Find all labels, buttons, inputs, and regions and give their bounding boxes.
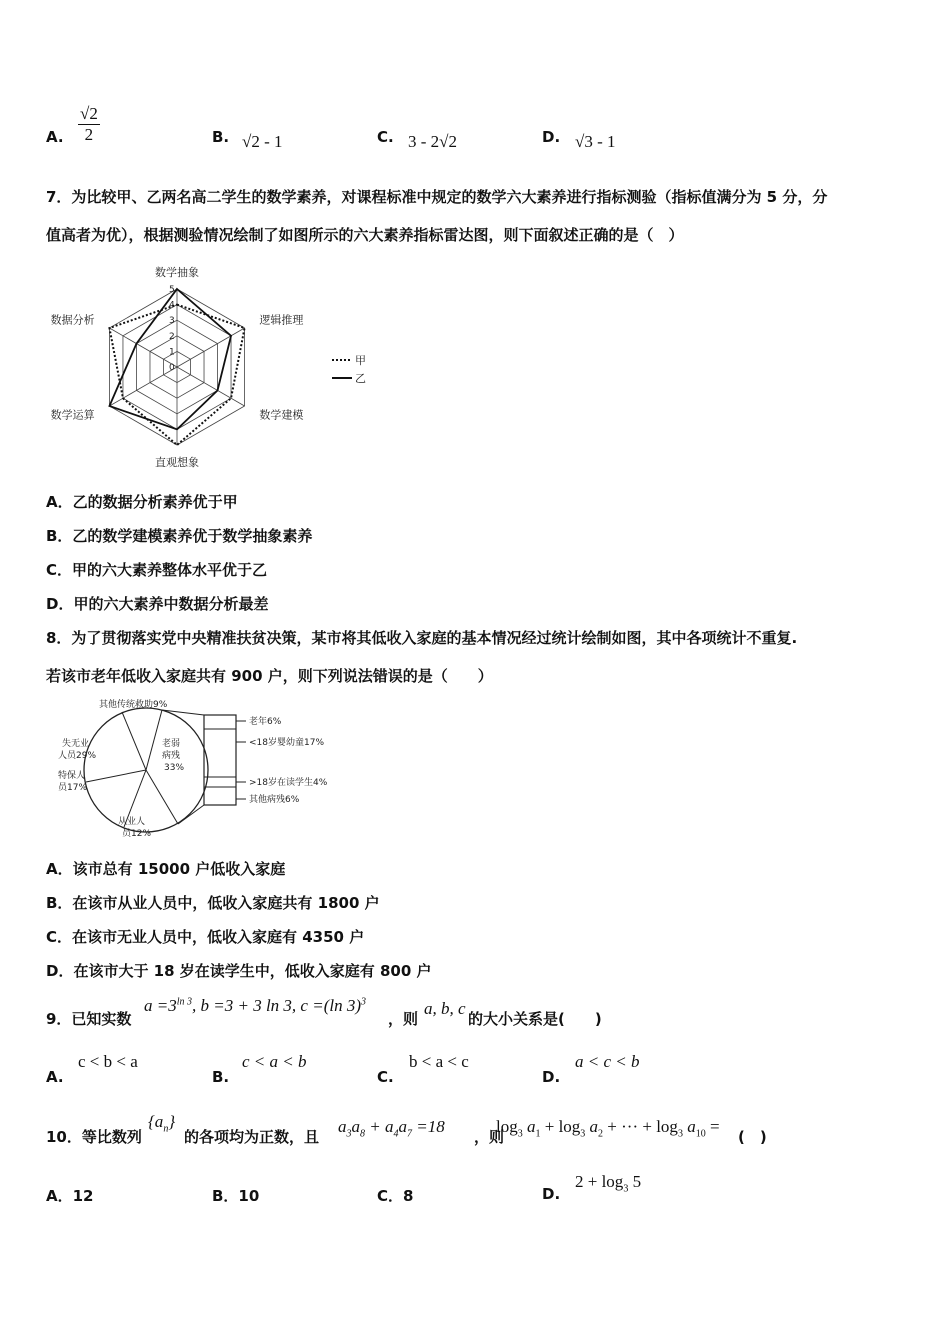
- radar-spoke: [177, 367, 245, 406]
- q9-given-values: $a =3^{ln 3}$, b =3 + 3 ln 3, c =(ln 3)$^3$: [144, 996, 366, 1015]
- breakdown-label-student: >18岁在读学生4%: [249, 778, 328, 788]
- q7-stem-line2: 值高者为优），根据测验情况绘制了如图所示的六大素养指标雷达图，则下面叙述正确的是（ ）: [46, 226, 684, 244]
- q10-condition: $a_3a_8 + a_4a_7 =18$: [338, 1117, 445, 1140]
- pie-divider: [146, 770, 178, 824]
- radar-tick-label: 0: [169, 363, 175, 373]
- radar-axis-label: 数据分析: [50, 313, 95, 327]
- pie-divider: [146, 710, 162, 770]
- breakdown-label-other: 其他病残6%: [249, 795, 300, 805]
- q6-option-d-value: √3 - 1: [575, 132, 616, 151]
- q8-option-b: B．在该市从业人员中，低收入家庭共有 1800 户: [46, 894, 380, 912]
- q8-stem-line2: 若该市老年低收入家庭共有 900 户，则下列说法错误的是（ ）: [46, 667, 493, 685]
- q9-option-a-value: c < b < a: [78, 1052, 138, 1071]
- q7-option-c: C．甲的六大素养整体水平优于乙: [46, 561, 268, 579]
- radar-tick-label: 5: [169, 285, 175, 295]
- q8-pie-chart: [44, 694, 344, 844]
- q6-option-b-value: √2 - 1: [242, 132, 283, 151]
- radar-axis-label: 逻辑推理: [259, 313, 304, 327]
- q8-stem-line1: 8．为了贯彻落实党中央精准扶贫决策，某市将其低收入家庭的基本情况经过统计绘制如图，其中各项统计不重复.: [46, 629, 798, 647]
- pie-label-special-1: 特保人: [58, 771, 86, 781]
- q6-option-c-value: 3 - 2√2: [408, 132, 457, 151]
- q7-radar-chart: [44, 260, 374, 472]
- pie-label-employed-1: 从业人: [118, 817, 146, 827]
- q9-mid: ，则: [388, 1010, 419, 1028]
- pie-divider: [86, 770, 146, 782]
- pie-label-employed-2: 员12%: [122, 829, 152, 839]
- q10-mid: 的各项均为正数，且: [184, 1128, 320, 1146]
- q6-option-a-label: A.: [46, 128, 64, 146]
- q7-option-d: D．甲的六大素养中数据分析最差: [46, 595, 269, 613]
- q10-mid2: ，则: [474, 1128, 505, 1146]
- q8-option-d: D．在该市大于 18 岁在读学生中，低收入家庭有 800 户: [46, 962, 432, 980]
- q10-option-c: C．8: [377, 1187, 414, 1205]
- q7-option-a: A．乙的数据分析素养优于甲: [46, 493, 238, 511]
- radar-legend-label: 乙: [355, 372, 366, 385]
- pie-divider: [122, 712, 146, 770]
- q6-option-b-label: B.: [212, 128, 230, 146]
- pie-label-elderly-2: 病残: [162, 751, 181, 761]
- q9-suffix: 的大小关系是( ): [468, 1010, 602, 1028]
- q10-prefix: 10．等比数列: [46, 1128, 142, 1146]
- q9-option-b-value: c < a < b: [242, 1052, 307, 1071]
- q9-abc: a, b, c: [424, 999, 466, 1018]
- pie-label-top: 其他传统救助9%: [99, 700, 168, 710]
- q10-option-b: B．10: [212, 1187, 260, 1205]
- q9-prefix: 9．已知实数: [46, 1010, 132, 1028]
- q10-expression: $\log_3 a_1 + \log_3 a_2$ + ··· + $\log_3 a_{10}$ =: [496, 1117, 720, 1140]
- q10-suffix: ( ): [738, 1128, 767, 1146]
- q9-option-d-label: D.: [542, 1068, 561, 1086]
- q9-option-a-label: A.: [46, 1068, 64, 1086]
- breakdown-label-infant: <18岁婴幼童17%: [249, 738, 324, 748]
- q8-option-c: C．在该市无业人员中，低收入家庭有 4350 户: [46, 928, 365, 946]
- pie-label-unemployed-2: 人员29%: [58, 751, 97, 761]
- pie-label-special-2: 员17%: [58, 783, 88, 793]
- q7-stem-line1: 7．为比较甲、乙两名高二学生的数学素养，对课程标准中规定的数学六大素养进行指标测验（指标值满分为 5 分，分: [46, 188, 828, 206]
- q9-option-d-value: a < c < b: [575, 1052, 640, 1071]
- connector-line: [178, 805, 204, 824]
- q9-option-c-value: b < a < c: [409, 1052, 469, 1071]
- radar-axis-label: 直观想象: [155, 456, 199, 470]
- q10-option-d-label: D.: [542, 1185, 561, 1203]
- radar-spoke: [177, 328, 245, 367]
- radar-tick-label: 4: [169, 300, 175, 311]
- q8-option-a: A．该市总有 15000 户低收入家庭: [46, 860, 286, 878]
- q9-option-c-label: C.: [377, 1068, 394, 1086]
- radar-tick-label: 3: [169, 316, 175, 327]
- radar-axis-label: 数学抽象: [155, 265, 199, 279]
- pie-label-unemployed-1: 失无业: [62, 739, 90, 749]
- radar-tick-label: 2: [169, 331, 175, 342]
- q10-option-a: A．12: [46, 1187, 94, 1205]
- pie-label-elderly-1: 老弱: [162, 739, 181, 749]
- q6-option-d-label: D.: [542, 128, 561, 146]
- q10-option-d-value: $2 + \log_3 5$: [575, 1172, 642, 1195]
- q9-option-b-label: B.: [212, 1068, 230, 1086]
- breakdown-label-elderly: 老年6%: [249, 717, 282, 727]
- radar-spoke: [109, 367, 177, 406]
- radar-tick-label: 1: [169, 347, 175, 358]
- q6-option-a-value: $\frac{√2}{2}$: [80, 104, 98, 144]
- q10-sequence: $\{a_n\}$: [148, 1112, 176, 1135]
- radar-axis-label: 数学建模: [259, 408, 304, 422]
- q7-option-b: B．乙的数学建模素养优于数学抽象素养: [46, 527, 313, 545]
- radar-legend-label: 甲: [355, 354, 366, 367]
- q6-option-c-label: C.: [377, 128, 394, 146]
- pie-label-elderly-3: 33%: [164, 763, 185, 773]
- radar-axis-label: 数学运算: [50, 408, 95, 422]
